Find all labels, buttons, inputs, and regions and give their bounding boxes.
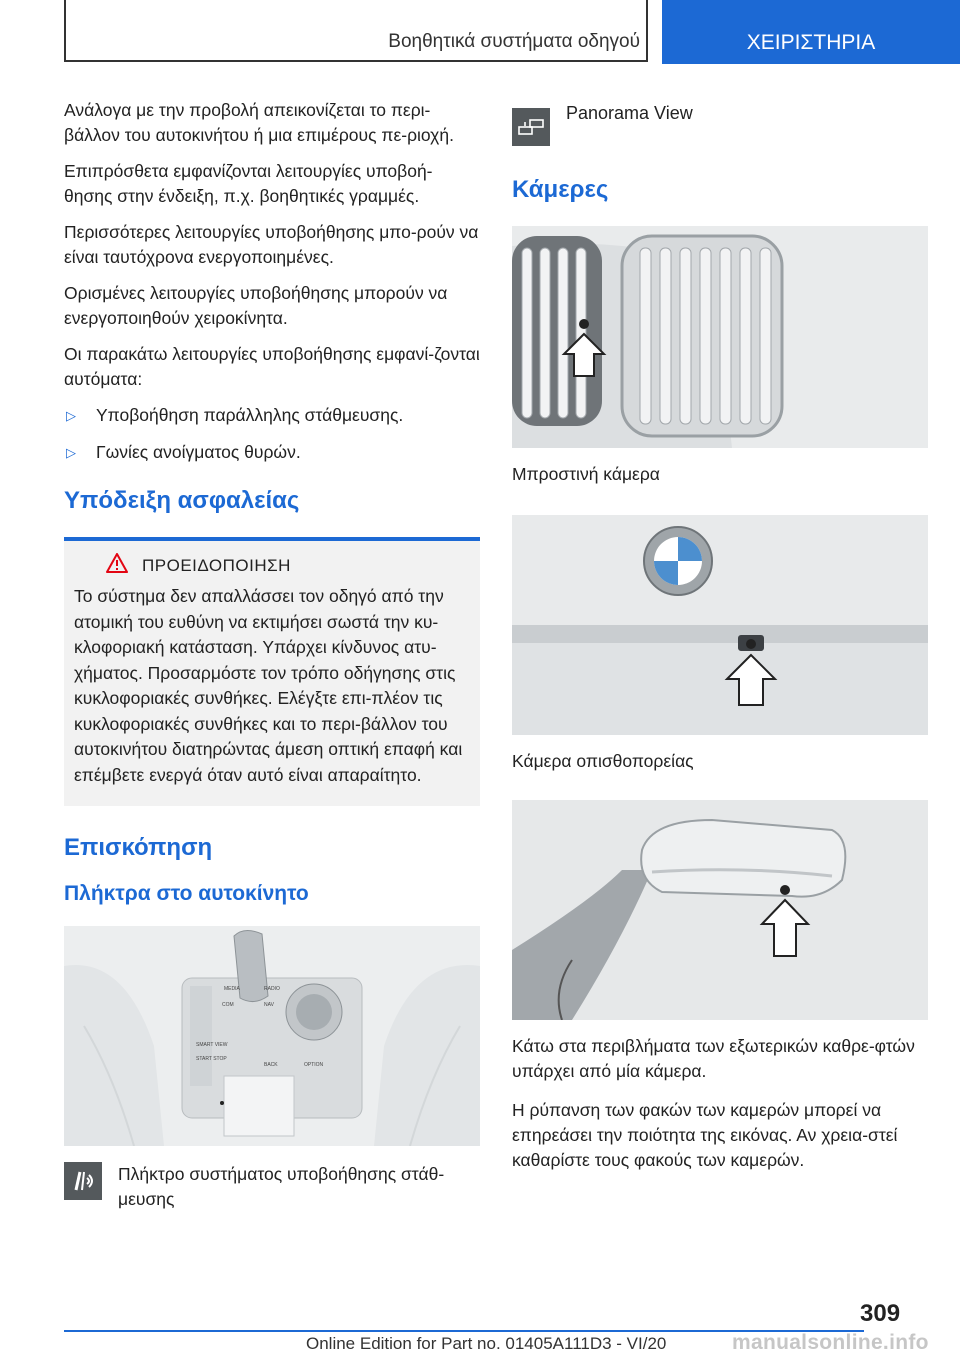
warning-header bbox=[106, 553, 474, 578]
cameras-heading: Κάμερες bbox=[512, 176, 609, 203]
paragraph: Ορισμένες λειτουργίες υποβοήθησης μπορούν να ενεργοποιηθούν χειροκίνητα. bbox=[64, 283, 448, 328]
list-item-text: Γωνίες ανοίγματος θυρών. bbox=[96, 442, 301, 462]
front-camera-image bbox=[512, 226, 928, 448]
paragraph: Επιπρόσθετα εμφανίζονται λειτουργίες υποβοή-θησης στην ένδειξη, π.χ. βοηθητικές γραμμές. bbox=[64, 161, 433, 206]
page-number: 309 bbox=[860, 1300, 901, 1327]
paragraph: Οι παρακάτω λειτουργίες υποβοήθησης εμφανί-ζονται αυτόματα: bbox=[64, 344, 480, 389]
console-button-label: START STOP bbox=[196, 1056, 227, 1062]
edition-label: Online Edition for Part no. 01405A111D3 - VI/20 bbox=[306, 1334, 667, 1353]
center-console-image bbox=[64, 926, 480, 1146]
buttons-heading: Πλήκτρα στο αυτοκίνητο bbox=[64, 882, 309, 905]
warning-box bbox=[64, 537, 480, 806]
section-title: Βοηθητικά συστήματα οδηγού bbox=[388, 31, 640, 52]
panorama-label: Panorama View bbox=[566, 102, 693, 123]
bullet-triangle-icon: ▷ bbox=[66, 408, 76, 423]
overview-heading: Επισκόπηση bbox=[64, 834, 213, 861]
rear-camera-image bbox=[512, 515, 928, 735]
console-button-label: RADIO bbox=[264, 986, 280, 992]
list-item-text: Υποβοήθηση παράλληλης στάθμευσης. bbox=[96, 405, 404, 425]
side-camera-image bbox=[512, 800, 928, 1020]
list-item bbox=[64, 440, 480, 465]
console-button-label: OPTION bbox=[304, 1062, 324, 1068]
warning-text: Το σύστημα δεν απαλλάσσει τον οδηγό από την ατομική του ευθύνη να εκτιμήσει σωστά την κυ-κλοφοριακή κατάσταση. Υπάρχει κίνδυνος ατυ-χήματος. Προσαρμόστε τον τρόπο οδήγησης στις κυκλοφοριακές συνθήκες. Ελέγξτε επι-πλέον τις κυκλοφοριακές συνθήκες και το περι-βάλλον του αυτοκινήτου διατηρώντας άμεση οπτική επαφή και επέμβετε ενεργά όταν αυτό είναι απαραίτητο. bbox=[74, 586, 463, 785]
chapter-tab: ΧΕΙΡΙΣΤΗΡΙΑ bbox=[662, 0, 960, 64]
console-button-label: BACK bbox=[264, 1062, 278, 1068]
console-button-label: MEDIA bbox=[224, 986, 240, 992]
park-assist-icon bbox=[64, 1162, 102, 1200]
park-button-legend bbox=[64, 1162, 480, 1212]
park-button-caption: Πλήκτρο συστήματος υποβοήθησης στάθ-μευσης bbox=[118, 1164, 445, 1209]
safety-heading: Υπόδειξη ασφαλείας bbox=[64, 487, 300, 514]
console-button-label: SMART VIEW bbox=[196, 1042, 228, 1048]
front-camera-caption: Μπροστινή κάμερα bbox=[512, 464, 660, 484]
warning-title: ΠΡΟΕΙΔΟΠΟΙΗΣΗ bbox=[142, 555, 291, 575]
paragraph: Περισσότερες λειτουργίες υποβοήθησης μπο-ρούν να είναι ταυτόχρονα ενεργοποιημένες. bbox=[64, 222, 479, 267]
watermark: manualsonline.info bbox=[732, 1331, 929, 1354]
console-button-label: NAV bbox=[264, 1002, 274, 1008]
warning-triangle-icon bbox=[106, 553, 128, 578]
right-column bbox=[512, 98, 928, 1184]
console-button-label: COM bbox=[222, 1002, 234, 1008]
panorama-legend bbox=[512, 98, 928, 146]
side-camera-caption: Κάτω στα περιβλήματα των εξωτερικών καθρε-φτών υπάρχει από μία κάμερα. bbox=[512, 1036, 915, 1081]
camera-dirt-note: Η ρύπανση των φακών των καμερών μπορεί να επηρεάσει την ποιότητα της εικόνας. Αν χρεια-στεί καθαρίστε τους φακούς των καμερών. bbox=[512, 1100, 898, 1170]
panorama-view-icon bbox=[512, 108, 550, 146]
bullet-triangle-icon: ▷ bbox=[66, 445, 76, 460]
rear-camera-caption: Κάμερα οπισθοπορείας bbox=[512, 751, 694, 771]
list-item bbox=[64, 403, 480, 428]
paragraph: Ανάλογα με την προβολή απεικονίζεται το περι-βάλλον του αυτοκινήτου ή μια επιμέρους πε-ριοχή. bbox=[64, 100, 454, 145]
left-column bbox=[64, 98, 480, 1212]
